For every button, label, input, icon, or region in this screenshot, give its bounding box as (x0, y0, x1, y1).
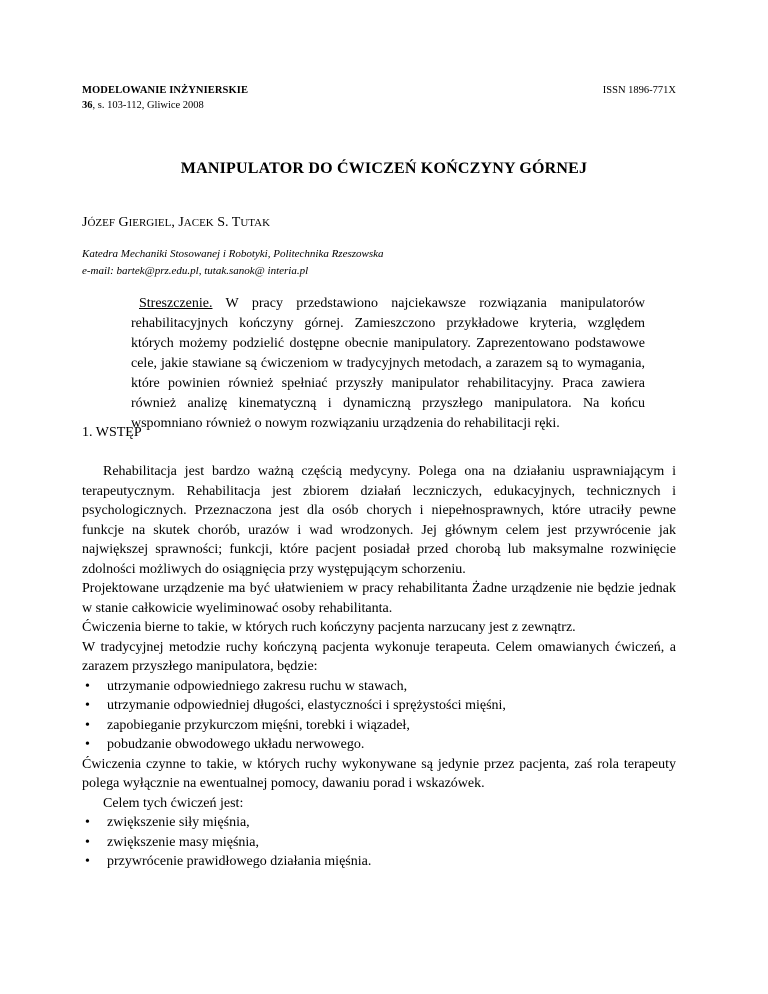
paragraph: Rehabilitacja jest bardzo ważną częścią medycyny. Polega ona na działaniu usprawniającym i terapeutycznym. Rehabilitacja jest zbiorem działań leczniczych, edukacyjnych, technicznych i psychologicznych. Przeznaczona jest dla osób chorych i niepełnosprawnych, które utraciły pewne funkcje na skutek chorób, urazów i wad wrodzonych. Jej głównym celem jest przywrócenie jak największej sprawności; funkcji, które pacjent posiadał przed chorobą lub maksymalne rozwinięcie zdolności możliwych do osiągnięcia przy występującym schorzeniu. (82, 464, 676, 577)
goals-list (82, 677, 676, 755)
bullet-icon: • (85, 834, 90, 850)
list-item (82, 813, 676, 833)
list-item (82, 735, 676, 755)
bullet-icon: • (85, 678, 90, 694)
paragraph: W tradycyjnej metodzie ruchy kończyną pacjenta wykonuje terapeuta. Celem omawianych ćwiczeń, a zarazem przyszłego manipulatora, będzie: (82, 639, 676, 674)
abstract-label: Streszczenie. (139, 296, 213, 311)
author-text: J (178, 215, 184, 230)
list-item-text: utrzymanie odpowiedniego zakresu ruchu w stawach, (107, 678, 408, 694)
author-text: T (231, 215, 241, 230)
journal-volume-line (82, 98, 248, 113)
affiliation-email: e-mail: bartek@prz.edu.pl, tutak.sanok@ interia.pl (82, 265, 309, 277)
list-item (82, 833, 676, 853)
author-text: J (82, 215, 88, 230)
author-text: G (118, 215, 129, 230)
journal-pages: , s. 103-112, Gliwice 2008 (92, 100, 204, 111)
list-item (82, 852, 676, 872)
bullet-icon: • (85, 698, 90, 713)
author-text: ACEK (183, 217, 214, 229)
authors (82, 215, 270, 231)
list-item-text: zwiększenie siły mięśnia, (107, 815, 250, 830)
bullet-icon: • (85, 854, 90, 869)
bullet-icon: • (85, 737, 90, 752)
list-item-text: zwiększenie masy mięśnia, (107, 834, 260, 850)
author-text: ÓZEF (87, 217, 115, 229)
paragraph: Celem tych ćwiczeń jest: (103, 795, 244, 811)
list-item (82, 677, 676, 697)
author-text: UTAK (240, 217, 271, 229)
list-item (82, 696, 676, 716)
active-exercise-goals-list (82, 813, 676, 872)
list-item-text: utrzymanie odpowiedniej długości, elastyczności i sprężystości mięśni, (107, 698, 506, 713)
section-heading: 1. WSTĘP (82, 425, 142, 440)
bullet-icon: • (85, 717, 90, 733)
author-text: IERGIEL (128, 217, 172, 229)
list-item-text: przywrócenie prawidłowego działania mięśnia. (107, 854, 372, 869)
list-item (82, 716, 676, 736)
journal-header (82, 83, 248, 113)
affiliation (82, 246, 384, 280)
abstract-text: W pracy przedstawiono najciekawsze rozwiązania manipulatorów rehabilitacyjnych kończyny górnej. Zamieszczono przykładowe kryteria, względem których możemy podzielić dostępne obecnie manipulatory. Zaprezentowano podstawowe cele, jakie stawiane są ćwiczeniom w tradycyjnych metodach, a zarazem są to wymagania, które powinien również spełniać przyszły manipulator rehabilitacyjny. Praca zawiera również analizę kinematyczną i dynamiczną przyszłego manipulatora. Na końcu wspomniano również o nowym rozwiązaniu urządzenia do rehabilitacji ręki. (131, 296, 645, 431)
list-item-text: zapobieganie przykurczom mięśni, torebki i wiązadeł, (107, 717, 410, 733)
paper-title: MANIPULATOR DO ĆWICZEŃ KOŃCZYNY GÓRNEJ (180, 160, 588, 177)
paragraph: Projektowane urządzenie ma być ułatwieniem w pracy rehabilitanta Żadne urządzenie nie będzie jednak w stanie całkowicie wyeliminować osoby rehabilitanta. (82, 581, 676, 616)
section-body (82, 462, 676, 872)
abstract (131, 294, 645, 434)
journal-name: MODELOWANIE INŻYNIERSKIE (82, 85, 249, 96)
author-separator: , (171, 215, 179, 230)
list-item-text: pobudzanie obwodowego układu nerwowego. (107, 737, 365, 752)
paragraph: Ćwiczenia czynne to takie, w których ruchy wykonywane są jedynie przez pacjenta, zaś rola terapeuty polega wyłącznie na ewentualnej pomocy, dawaniu porad i wskazówek. (82, 756, 676, 791)
paragraph: Ćwiczenia bierne to takie, w których ruch kończyny pacjenta narzucany jest z zewnątrz. (82, 620, 576, 635)
bullet-icon: • (85, 815, 90, 830)
affiliation-line: Katedra Mechaniki Stosowanej i Robotyki, Politechnika Rzeszowska (82, 248, 384, 260)
issn: ISSN 1896-771X (602, 85, 676, 96)
author-text: S. (217, 215, 232, 230)
journal-volume: 36 (82, 100, 93, 111)
